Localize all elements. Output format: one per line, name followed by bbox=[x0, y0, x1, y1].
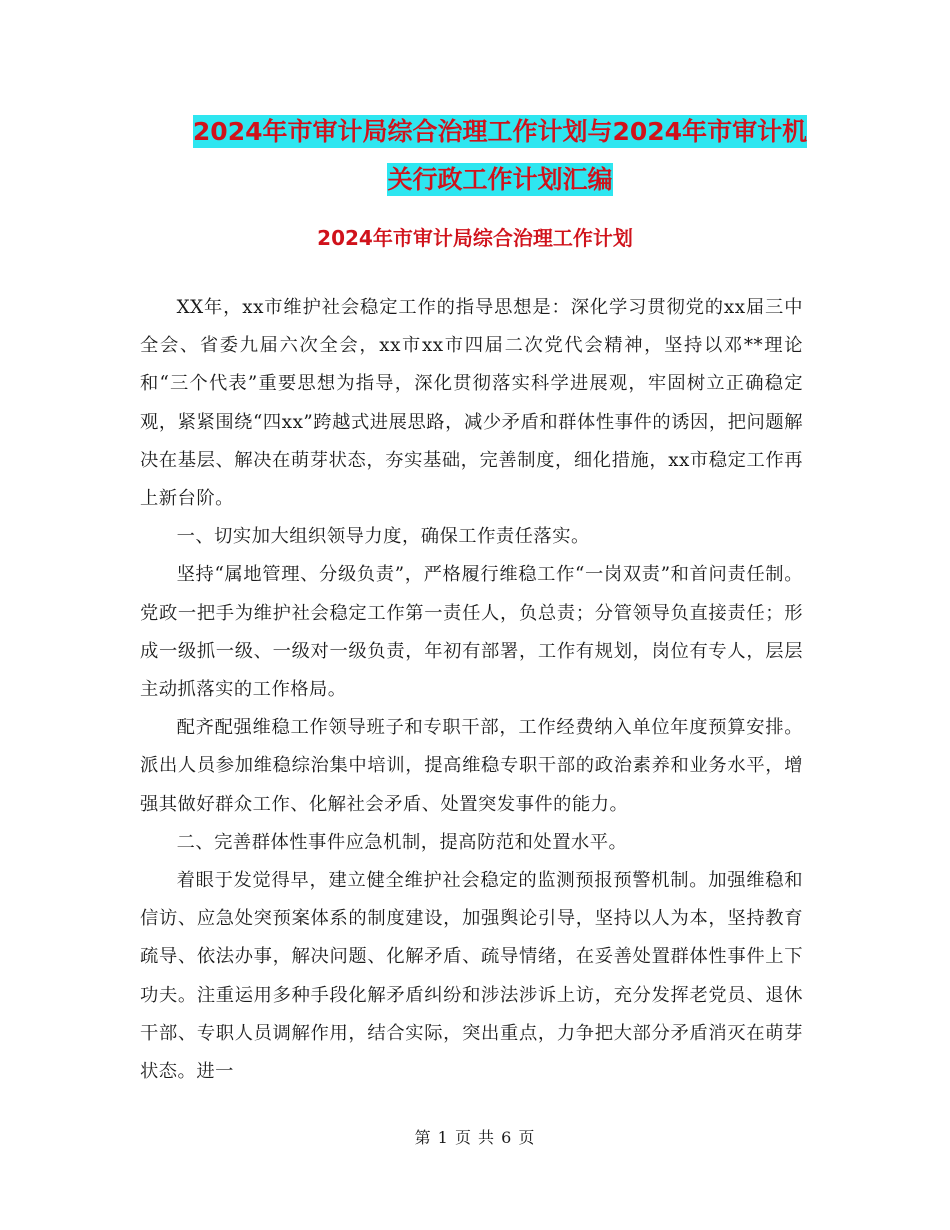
paragraph-responsibility: 坚持“属地管理、分级负责”，严格履行维稳工作“一岗双责”和首问责任制。党政一把手为维护社会稳定工作第一责任人，负总责；分管领导负直接责任；形成一级抓一级、一级对一级负责，年初有部署，工作有规划，岗位有专人，层层主动抓落实的工作格局。 bbox=[140, 564, 803, 701]
section-title: 2024年市审计局综合治理工作计划 bbox=[317, 226, 633, 250]
document-body bbox=[140, 289, 803, 1091]
heading-2: 二、完善群体性事件应急机制，提高防范和处置水平。 bbox=[176, 831, 628, 853]
document-title-line-2: 关行政工作计划汇编 bbox=[387, 165, 613, 194]
document-title-line-1: 2024年市审计局综合治理工作计划与2024年市审计机 bbox=[192, 117, 808, 146]
paragraph-staffing: 配齐配强维稳工作领导班子和专职干部，工作经费纳入单位年度预算安排。派出人员参加维稳综治集中培训，提高维稳专职干部的政治素养和业务水平，增强其做好群众工作、化解社会矛盾、处置突发事件的能力。 bbox=[140, 717, 803, 815]
heading-1: 一、切实加大组织领导力度，确保工作责任落实。 bbox=[176, 526, 590, 548]
paragraph-emergency: 着眼于发觉得早，建立健全维护社会稳定的监测预报预警机制。加强维稳和信访、应急处突预案体系的制度建设，加强舆论引导，坚持以人为本，坚持教育疏导、依法办事，解决问题、化解矛盾、疏导情绪，在妥善处置群体性事件上下功夫。注重运用多种手段化解矛盾纠纷和涉法涉诉上访，充分发挥老党员、退休干部、专职人员调解作用，结合实际，突出重点，力争把大部分矛盾消灭在萌芽状态。进一 bbox=[140, 870, 803, 1083]
document-title bbox=[130, 108, 870, 204]
page-footer: 第 1 页 共 6 页 bbox=[414, 1128, 536, 1147]
paragraph-intro: XX年，xx市维护社会稳定工作的指导思想是：深化学习贯彻党的xx届三中全会、省委九届六次全会，xx市xx市四届二次党代会精神，坚持以邓**理论和“三个代表”重要思想为指导，深化贯彻落实科学进展观，牢固树立正确稳定观，紧紧围绕“四xx”跨越式进展思路，减少矛盾和群体性事件的诱因，把问题解决在基层、解决在萌芽状态，夯实基础，完善制度，细化措施，xx市稳定工作再上新台阶。 bbox=[140, 297, 803, 510]
